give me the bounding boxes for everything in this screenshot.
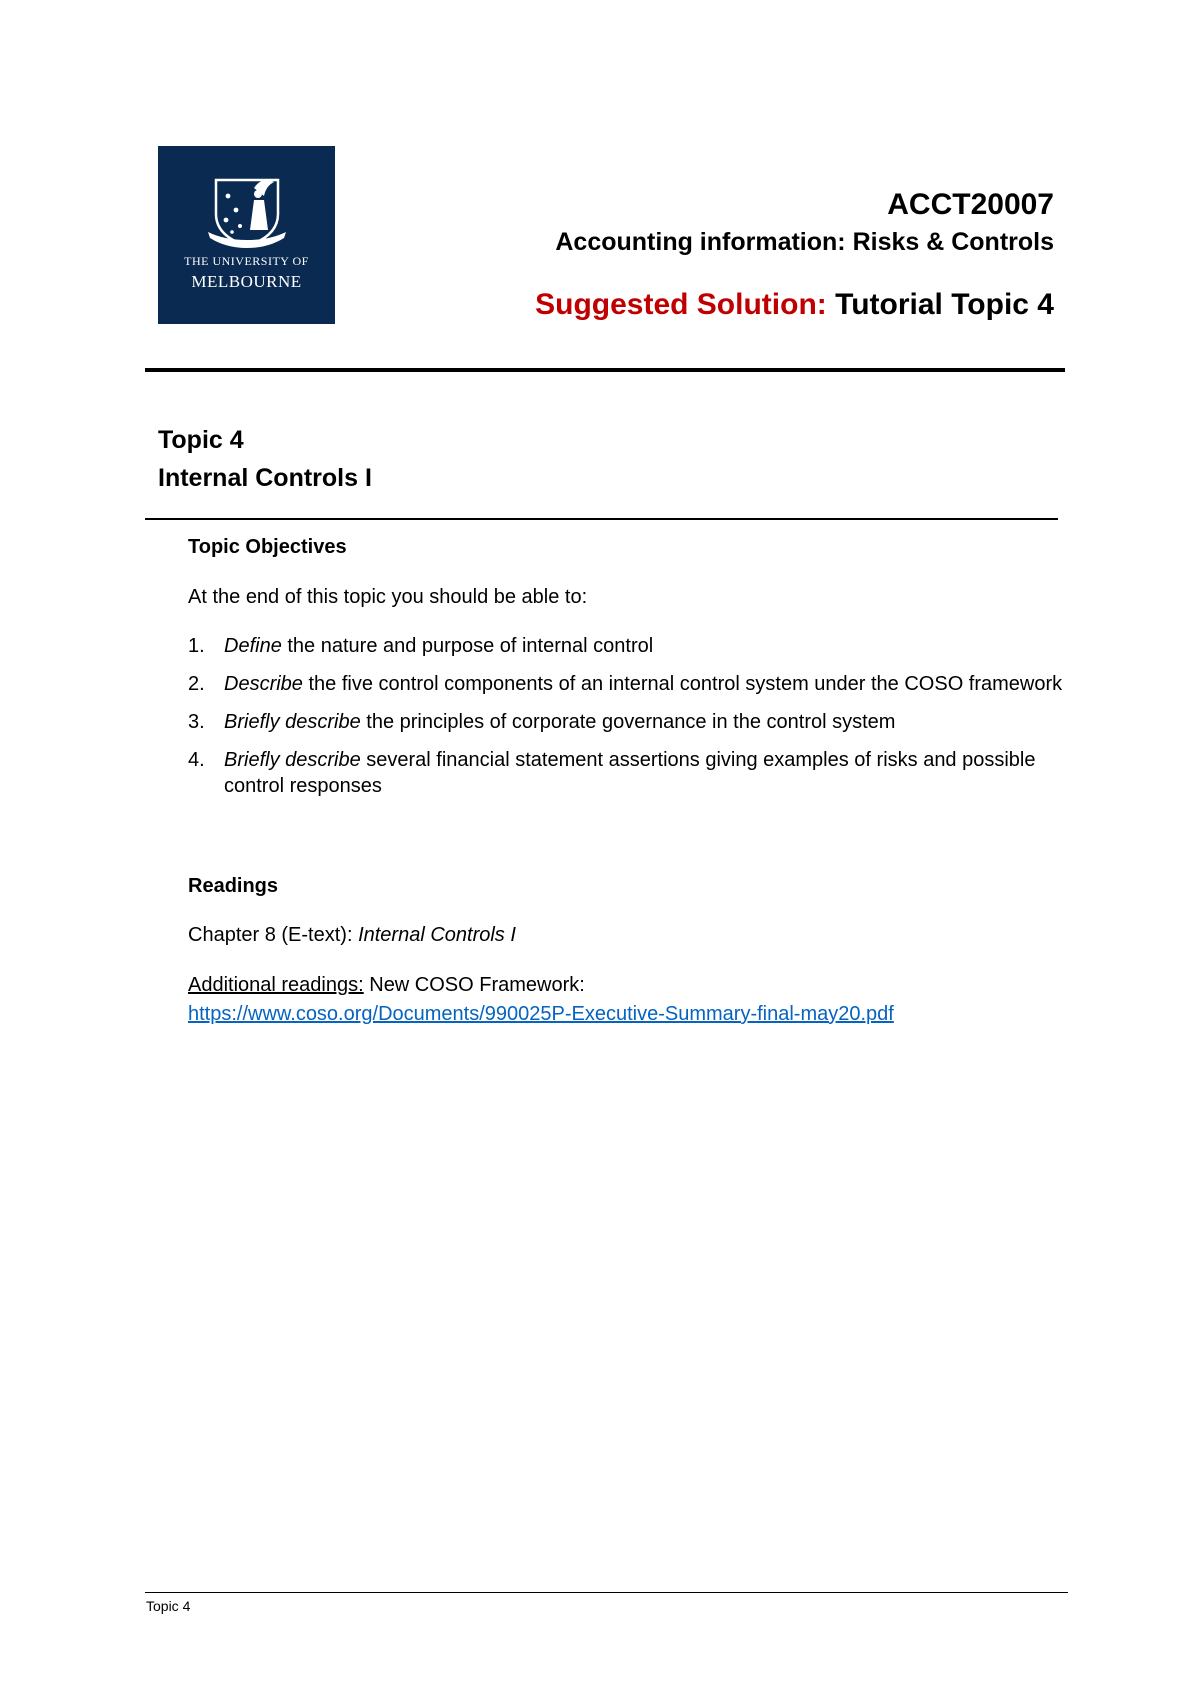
list-item-text: the nature and purpose of internal control [281,635,654,657]
topic-number: Topic 4 [158,426,244,454]
chapter-reading [188,922,1068,948]
readings-heading: Readings [188,875,279,897]
list-item-number: 3. [188,711,205,733]
additional-reading [188,972,1068,998]
document-title-highlight: Suggested Solution: [535,288,827,321]
chapter-prefix: Chapter 8 (E-text): [188,924,359,946]
list-item-text: several financial statement assertions giving examples of risks and possible control responses [224,749,1036,797]
footer-divider [145,1592,1068,1593]
objectives-intro: At the end of this topic you should be able to: [188,586,588,608]
list-item-text: the five control components of an internal control system under the COSO framework [302,673,1063,695]
list-item-number: 1. [188,635,205,657]
coso-link[interactable]: https://www.coso.org/Documents/990025P-Executive-Summary-final-may20.pdf [188,1003,894,1025]
list-item-verb: Briefly describe [224,749,361,771]
list-item-number: 2. [188,673,205,695]
document-title [535,288,1054,322]
objectives-list [188,633,1068,811]
list-item [188,633,1068,659]
list-item-verb: Define [224,635,282,657]
list-item [188,671,1068,697]
additional-text: New COSO Framework: [363,974,585,996]
logo-text-line2: MELBOURNE [191,272,302,291]
additional-label: Additional readings: [188,974,364,996]
list-item-text: the principles of corporate governance in the control system [360,711,896,733]
course-title: Accounting information: Risks & Controls [555,228,1054,256]
list-item [188,747,1068,799]
list-item [188,709,1068,735]
list-item-verb: Briefly describe [224,711,361,733]
university-crest-icon [204,170,290,250]
list-item-number: 4. [188,749,205,771]
topic-divider [145,518,1058,520]
document-title-rest: Tutorial Topic 4 [826,288,1054,321]
header-divider [145,368,1065,372]
footer-text: Topic 4 [146,1598,191,1614]
course-code: ACCT20007 [887,188,1054,221]
chapter-title: Internal Controls I [358,924,516,946]
university-logo [158,146,335,324]
topic-name: Internal Controls I [158,464,372,492]
objectives-heading: Topic Objectives [188,536,347,558]
list-item-verb: Describe [224,673,303,695]
logo-text-line1: THE UNIVERSITY OF [184,254,309,268]
coso-link-line [188,1001,1068,1027]
